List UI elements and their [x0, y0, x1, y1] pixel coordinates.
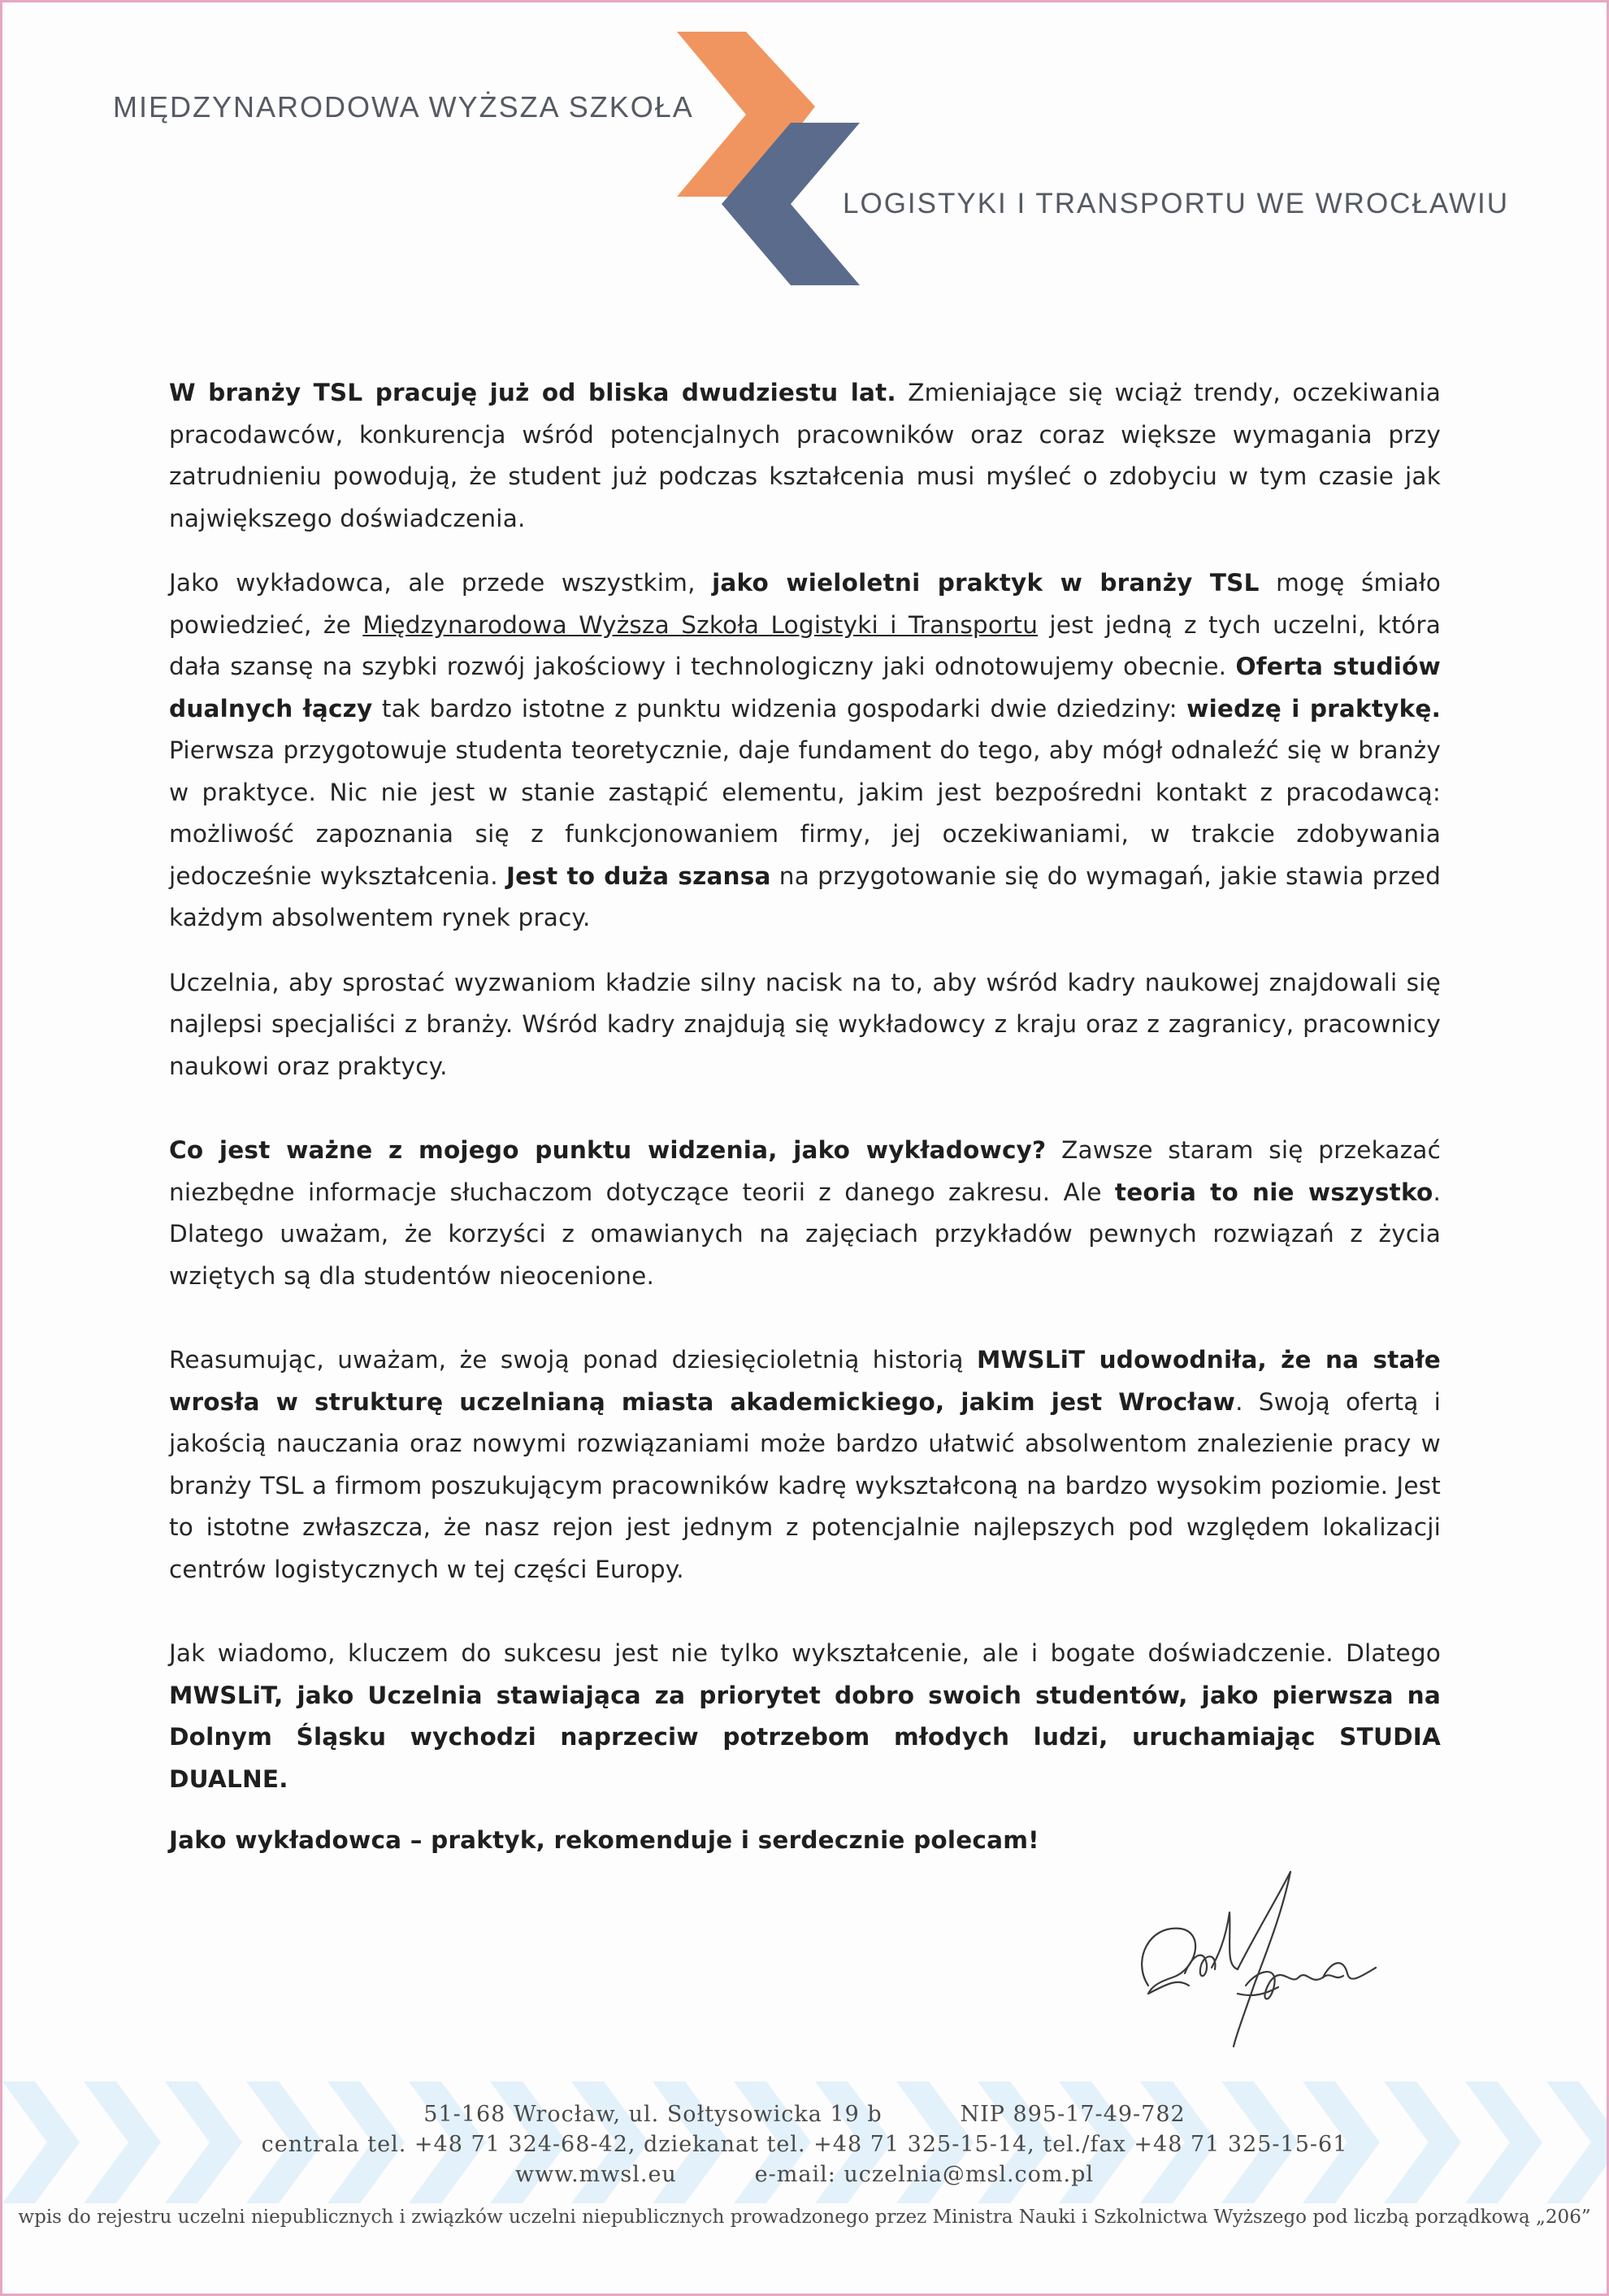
footer-registry-note: wpis do rejestru uczelni niepublicznych i związków uczelni niepublicznych prowadzonego przez Ministra Nauki i Szkolnictwa Wyższego pod liczbą porządkową „206”: [18, 2207, 1591, 2228]
paragraph-2: [169, 562, 1441, 940]
text-run: Uczelnia, aby sprostać wyzwaniom kładzie silny nacisk na to, aby wśród kadry naukowej znajdowali się najlepsi specjaliści z branży. Wśród kadry znajdują się wykładowcy z kraju oraz z zagranicy, pracownicy naukowi oraz praktycy.: [169, 968, 1441, 1080]
paragraph-5: [169, 1339, 1441, 1591]
bold-text: Co jest ważne z mojego punktu widzenia, jako wykładowcy?: [169, 1136, 1047, 1164]
paragraph-1: [169, 372, 1441, 540]
bold-text: teoria to nie wszystko: [1114, 1178, 1433, 1206]
letterhead-line-1: MIĘDZYNARODOWA WYŻSZA SZKOŁA: [113, 90, 694, 124]
handwritten-signature: [1116, 1864, 1400, 2059]
university-logo-chevrons: [669, 32, 872, 292]
bold-text: Jako wykładowca – praktyk, rekomenduje i serdecznie polecam!: [169, 1826, 1039, 1854]
letter-body: [169, 372, 1441, 1862]
bold-text: MWSLiT, jako Uczelnia stawiająca za priorytet dobro swoich studentów, jako pierwsza na Dolnym Śląsku wychodzi naprzeciw potrzebom młodych ludzi, uruchamiając STUDIA DUALNE.: [169, 1681, 1441, 1793]
text-run: Jak wiadomo, kluczem do sukcesu jest nie tylko wykształcenie, ale i bogate doświadczenie. Dlatego: [169, 1639, 1441, 1667]
bold-text: W branży TSL pracuję już od bliska dwudziestu lat.: [169, 379, 896, 406]
university-name-underlined: Międzynarodowa Wyższa Szkoła Logistyki i Transportu: [362, 610, 1039, 639]
bold-text: Jest to duża szansa: [505, 862, 771, 890]
paragraph-3: [169, 962, 1441, 1088]
text-run: na przygotowanie się do wymagań, jakie stawia przed każdym absolwentem rynek pracy.: [169, 862, 1441, 931]
letterhead-line-2: LOGISTYKI I TRANSPORTU WE WROCŁAWIU: [843, 188, 1509, 219]
footer-phones: centrala tel. +48 71 324-68-42, dziekanat tel. +48 71 325-15-14, tel./fax +48 71 325-15-61: [261, 2132, 1348, 2157]
footer-address: 51-168 Wrocław, ul. Sołtysowicka 19 b: [423, 2102, 883, 2127]
text-run: Zmieniające się wciąż trendy, oczekiwania pracodawców, konkurencja wśród potencjalnych pracowników oraz coraz większe wymagania przy zatrudnieniu powodują, że student już podczas kształcenia musi myśleć o zdobyciu w tym czasie jak największego doświadczenia.: [169, 379, 1441, 532]
closing-recommendation: [169, 1820, 1441, 1862]
bold-text: jako wieloletni praktyk w branży TSL: [712, 569, 1260, 597]
footer-email: e-mail: uczelnia@msl.com.pl: [754, 2162, 1095, 2187]
footer-contact-line: [2, 2162, 1607, 2187]
text-run: mogę śmiało powiedzieć, że: [169, 569, 1441, 639]
footer-nip: NIP 895-17-49-782: [960, 2102, 1186, 2127]
bold-text: Oferta studiów dualnych łączy: [169, 653, 1441, 723]
text-run: Zawsze staram się przekazać niezbędne informacje słuchaczom dotyczące teorii z danego zakresu. Ale: [169, 1136, 1441, 1206]
footer-address-line: [2, 2102, 1607, 2127]
text-run: Jako wykładowca, ale przede wszystkim,: [169, 569, 713, 597]
text-run: . Swoją ofertą i jakością nauczania oraz nowymi rozwiązaniami może bardzo ułatwić absolwentom znalezienie pracy w branży TSL a firmom poszukującym pracowników kadrę wykształconą na bardzo wysokim poziomie. Jest to istotne zwłaszcza, że nasz rejon jest jednym z potencjalnie najlepszych pod względem lokalizacji centrów logistycznych w tej części Europy.: [169, 1387, 1441, 1583]
text-run: Pierwsza przygotowuje studenta teoretycznie, daje fundament do tego, aby mógł odnaleźć się w branży w praktyce. Nic nie jest w stanie zastąpić elementu, jakim jest bezpośredni kontakt z pracodawcą: możliwość zapoznania się z funkcjonowaniem firmy, jej oczekiwaniami, w trakcie zdobywania jedocześnie wykształcenia.: [169, 736, 1441, 890]
bold-text: wiedzę i praktykę.: [1186, 694, 1442, 723]
footer-website: www.mwsl.eu: [514, 2162, 677, 2187]
text-run: . Dlatego uważam, że korzyści z omawianych na zajęciach przykładów pewnych rozwiązań z życia wziętych są dla studentów nieocenione.: [169, 1178, 1442, 1290]
text-run: Reasumując, uważam, że swoją ponad dziesięcioletnią historią: [169, 1346, 977, 1374]
bold-text: MWSLiT udowodniła, że na stałe wrosła w strukturę uczelnianą miasta akademickiego, jakim jest Wrocław: [169, 1346, 1441, 1416]
text-run: tak bardzo istotne z punktu widzenia gospodarki dwie dziedziny:: [372, 694, 1187, 723]
paragraph-6: [169, 1633, 1441, 1800]
paragraph-4: [169, 1130, 1441, 1297]
text-run: jest jedną z tych uczelni, która dała szansę na szybki rozwój jakościowy i technologiczny jaki odnotowujemy obecnie.: [169, 610, 1441, 680]
